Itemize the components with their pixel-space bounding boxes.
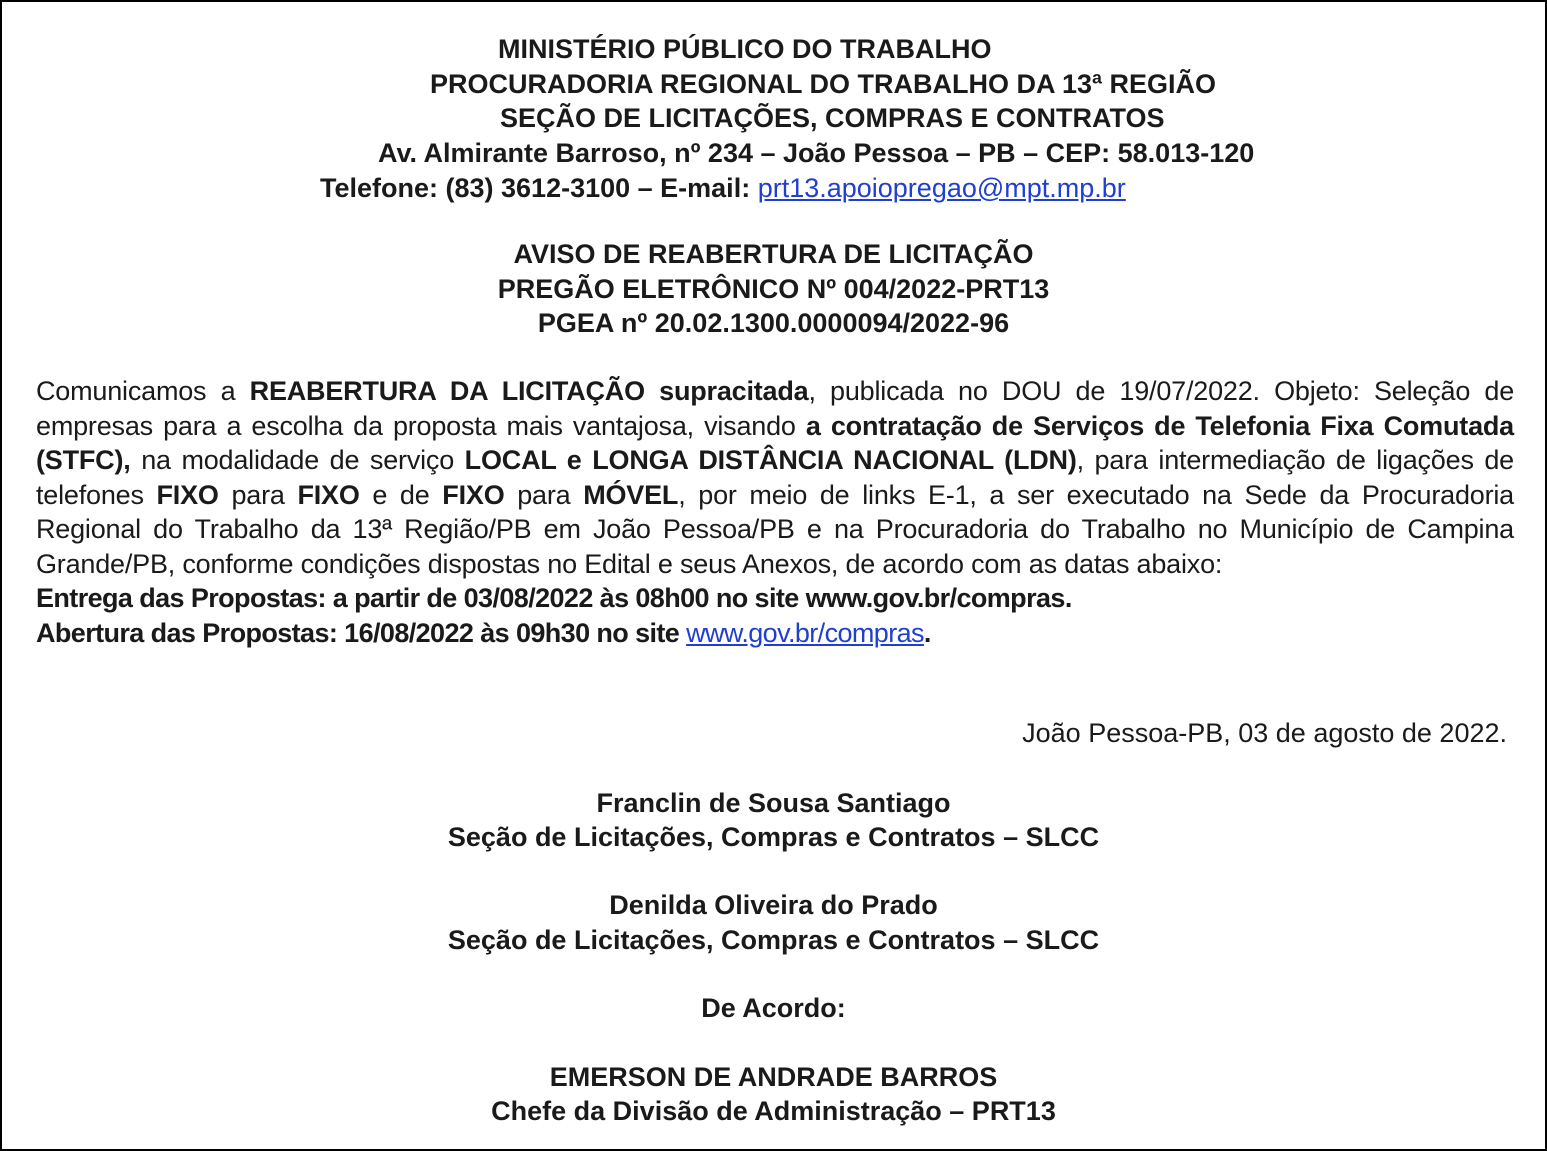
body-bold: FIXO [156, 479, 219, 510]
body-text: e de [359, 479, 443, 510]
approver-role: Chefe da Divisão de Administração – PRT13 [491, 1096, 1056, 1126]
approver-name: EMERSON DE ANDRADE BARROS [549, 1062, 998, 1092]
notice-body [36, 374, 1514, 650]
ministry-heading: MINISTÉRIO PÚBLICO DO TRABALHO [498, 34, 992, 64]
notice-title: AVISO DE REABERTURA DE LICITAÇÃO [513, 239, 1034, 269]
abertura-end: . [923, 617, 931, 648]
abertura-label: Abertura das Propostas: 16/08/2022 às 09h30 no site [36, 617, 687, 648]
body-bold: REABERTURA DA LICITAÇÃO supracitada [249, 376, 809, 406]
body-text: para [218, 479, 298, 510]
procuradoria-heading: PROCURADORIA REGIONAL DO TRABALHO DA 13ª REGIÃO [430, 69, 1217, 99]
section-heading: SEÇÃO DE LICITAÇÕES, COMPRAS E CONTRATOS [500, 103, 1165, 133]
dateline: João Pessoa-PB, 03 de agosto de 2022. [1022, 718, 1507, 748]
signatory-name: Denilda Oliveira do Prado [609, 890, 938, 920]
entrega-line: Entrega das Propostas: a partir de 03/08/2022 às 08h00 no site www.gov.br/compras. [36, 583, 1072, 613]
pgea-number: PGEA nº 20.02.1300.0000094/2022-96 [537, 308, 1010, 338]
email-link[interactable]: prt13.apoiopregao@mpt.mp.br [757, 173, 1126, 203]
body-bold: a contratação de Serviços de Telefonia Fixa Comutada (STFC), [36, 410, 1514, 475]
abertura-line [36, 616, 1514, 651]
body-text: na modalidade de serviço [130, 445, 465, 475]
body-bold: FIXO [442, 479, 505, 510]
body-bold: FIXO [297, 479, 360, 510]
signatory-name: Franclin de Sousa Santiago [596, 788, 951, 818]
body-text: , para intermediação de ligações de telefones [36, 445, 1514, 510]
body-text: , por meio de links E-1, a ser executado na Sede da Procuradoria Regional do Trabalho da 13ª Região/PB em João Pessoa/PB e na Procuradoria do Trabalho no Município de Campina Grande/PB, conforme condições dispostas no Edital e seus Anexos, de acordo com as datas abaixo: [36, 479, 1515, 579]
compras-link[interactable]: www.gov.br/compras [686, 617, 924, 648]
signatory-role: Seção de Licitações, Compras e Contratos – SLCC [447, 822, 1100, 852]
signatory-role: Seção de Licitações, Compras e Contratos – SLCC [447, 925, 1100, 955]
pregao-number: PREGÃO ELETRÔNICO Nº 004/2022-PRT13 [497, 274, 1050, 304]
contact-line [320, 171, 1126, 205]
body-text: , publicada no DOU de 19/07/2022. Objeto: Seleção de empresas para a escolha da proposta mais vantajosa, visando [36, 376, 1515, 441]
approval-label: De Acordo: [701, 993, 846, 1023]
body-text: Comunicamos a [36, 376, 250, 406]
body-paragraph [36, 374, 1514, 581]
body-bold: MÓVEL [583, 479, 679, 510]
body-bold: LOCAL e LONGA DISTÂNCIA NACIONAL (LDN) [464, 445, 1077, 475]
body-text: para [504, 479, 584, 510]
address-line: Av. Almirante Barroso, nº 234 – João Pessoa – PB – CEP: 58.013-120 [378, 138, 1255, 168]
phone-label: Telefone: (83) 3612-3100 – E-mail: [320, 173, 758, 203]
